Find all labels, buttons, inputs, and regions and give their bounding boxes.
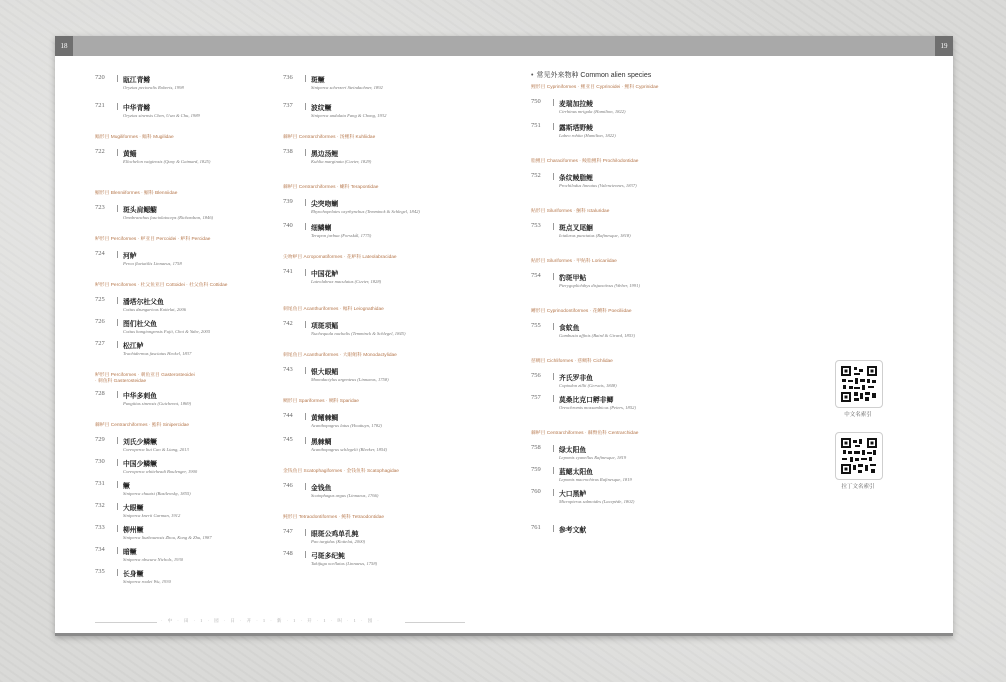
species-entry: 751 露斯塔野鲮 Labeo rohita (Hamilton, 1822): [531, 122, 616, 138]
species-entry: 738 黑边汤鲤 Kuhlia marginata (Cuvier, 1829): [283, 148, 372, 164]
taxon-heading: 鲤形目 Cypriniformes · 鲤亚目 Cyprinoidei · 鲤科 Cyprinidae: [531, 85, 659, 90]
taxon-heading: 慈鲷目 Cichliformes · 慈鲷科 Cichlidae: [531, 359, 613, 364]
species-entry: 752 条纹鲮脂鲤 Prochilodus lineatus (Valenciennes, 1837): [531, 172, 637, 188]
header-bar: [55, 36, 953, 56]
species-entry: 727 松江鲈 Trachidermus fasciatus Heckel, 1837: [95, 340, 192, 356]
species-entry: 720 瓯江青鳉 Oryzias pectoralis Roberts, 1998: [95, 74, 184, 90]
taxon-heading: 鲈形目 Perciformes · 刺鱼亚目 Gasterosteoidei: [95, 373, 195, 378]
species-entry: 723 斑头肩鳃鳚 Omobranchus fasciolatoceps (Richardson, 1846): [95, 204, 214, 220]
taxon-heading: 鲀形目 Tetraodontiformes · 鲀科 Tetraodontidae: [283, 515, 385, 520]
species-entry: 728 中华多刺鱼 Pungitius sinensis (Guichenot, 1869): [95, 390, 192, 406]
species-entry: 725 潘塔尔杜父鱼 Cottus dzungaricus Kottelat, 2006: [95, 296, 187, 312]
taxon-heading: 鲈形目 Perciformes · 杜父鱼亚目 Cottoidei · 杜父鱼科 Cottidae: [95, 283, 228, 288]
species-entry: 739 尖突吻蝲 Rhynchopelates oxyrhynchus (Temminck & Schlegel, 1842): [283, 198, 420, 214]
taxon-heading: 脂鲤目 Characiformes · 鲮脂鲤科 Prochilodontidae: [531, 159, 639, 164]
species-entry: 745 黑棘鲷 Acanthopagrus schlegelii (Bleeker, 1854): [283, 436, 388, 452]
species-entry: 755 食蚊鱼 Gambusia affinis (Baird & Girard, 1853): [531, 322, 635, 338]
taxon-heading: 鲷形目 Spariformes · 鲷科 Sparidae: [283, 399, 359, 404]
species-entry: 758 绿太阳鱼 Lepomis cyanellus Rafinesque, 1819: [531, 444, 627, 460]
species-entry: 734 暗鳜 Siniperca obscura Nichols, 1930: [95, 546, 184, 562]
taxon-heading: 棘鲈目 Centrarchiformes · 鮨科 Sinipercidae: [95, 423, 190, 428]
species-entry: 748 弓斑多纪鲀 Takifugu ocellatus (Linnaeus, 1758): [283, 550, 378, 566]
taxon-heading: 刺尾鱼目 Acanthuriformes · 鲾科 Leiognathidae: [283, 307, 384, 312]
species-entry: 726 图们杜父鱼 Cottus hangiongensis Fujii, Choi & Yabe, 2005: [95, 318, 211, 334]
species-entry: 756 齐氏罗非鱼 Coptodon zillii (Gervais, 1848): [531, 372, 617, 388]
taxon-heading: 鳚形目 Blenniiformes · 鳚科 Blenniidae: [95, 191, 178, 196]
species-entry: 760 大口黑鲈 Micropterus salmoides (Lacepède, 1802): [531, 488, 635, 504]
taxon-heading: 鲇形目 Siluriformes · 甲鲇科 Loricariidae: [531, 259, 617, 264]
taxon-heading: 棘鲈目 Centrarchiformes · 蝲科 Terapontidae: [283, 185, 379, 190]
species-entry: 743 银大眼鲳 Monodactylus argenteus (Linnaeus, 1758): [283, 366, 389, 382]
references-entry[interactable]: 761 参考文献: [531, 524, 587, 534]
qr-caption-latin-index: 拉丁文名索引: [841, 484, 875, 490]
book-spread: [55, 36, 953, 636]
species-entry: 732 大眼鳜 Siniperca knerii Garman, 1912: [95, 502, 181, 518]
column-1: [95, 74, 305, 590]
qr-caption-chinese-index: 中文名索引: [844, 412, 872, 418]
species-entry: 744 黄鳍棘鲷 Acanthopagrus latus (Houttuyn, 1782): [283, 412, 382, 428]
species-entry: 746 金钱鱼 Scatophagus argus (Linnaeus, 1766): [283, 482, 379, 498]
species-entry: 733 柳州鳜 Siniperca liuzhouensis Zhou, Kong & Zhu, 1987: [95, 524, 212, 540]
species-entry: 747 眼斑公鸡单孔鲀 Pao turgidus (Kottelat, 2000): [283, 528, 366, 544]
species-entry: 737 波纹鳜 Siniperca undulata Fang & Chong, 1932: [283, 102, 387, 118]
species-entry: 742 项斑项鲾 Nuchequula nuchalis (Temminck & Schlegel, 1845): [283, 320, 406, 336]
taxon-heading: 金钱鱼目 Scatophagiformes · 金钱鱼科 Scatophagidae: [283, 469, 399, 474]
page-number-left: 18: [55, 36, 73, 56]
page-number-right: 19: [935, 36, 953, 56]
species-entry: 731 鳜 Siniperca chuatsi (Basilewsky, 1855): [95, 480, 191, 496]
section-title: • 常见外来物种 Common alien species: [531, 72, 652, 79]
species-entry: 741 中国花鲈 Lateolabrax maculatus (Cuvier, 1828): [283, 268, 382, 284]
qr-code-latin-index[interactable]: [835, 432, 883, 480]
taxon-heading: 棘鲈目 Centrarchiformes · 棘臀鱼科 Centrarchidae: [531, 431, 639, 436]
species-entry: 721 中华青鳉 Oryzias sinensis Chen, Uwa & Chu, 1989: [95, 102, 200, 118]
taxon-heading: 刺尾鱼目 Acanthuriformes · 大眼鲳科 Monodactylidae: [283, 353, 397, 358]
species-entry: 730 中国少鳞鳜 Coreoperca whiteheadi Boulenger, 1900: [95, 458, 198, 474]
species-entry: 735 长身鳜 Siniperca roulei Wu, 1930: [95, 568, 171, 584]
taxon-heading: · 刺鱼科 Gasterosteidae: [95, 379, 147, 384]
taxon-heading: 尖吻鲈目 Acropomatiformes · 花鲈科 Lateolabracidae: [283, 255, 397, 260]
species-entry: 757 莫桑比克口孵非鲫 Oreochromis mossambicus (Peters, 1852): [531, 394, 636, 410]
species-entry: 754 豹斑甲鲇 Pterygoplichthys disjunctivus (Weber, 1991): [531, 272, 640, 288]
taxon-heading: 棘鲈目 Centrarchiformes · 汤鲤科 Kuhliidae: [283, 135, 376, 140]
qr-code-icon: [840, 365, 878, 403]
species-entry: 759 蓝鳃太阳鱼 Lepomis macrochirus Rafinesque, 1819: [531, 466, 632, 482]
bottom-rule: [55, 633, 953, 636]
column-2: [283, 74, 483, 578]
footer-toc-strip: · 中 · 田 · 1 · 园 · 日 · 开 · 1 · 新 · 1 · 开 · 1 · 叫 · 1 · 园 ·: [95, 618, 465, 626]
species-entry: 729 刘氏少鳞鳜 Coreoperca liui Cao & Liang, 2013: [95, 436, 189, 452]
qr-code-icon: [840, 437, 878, 475]
species-entry: 750 麦瑞加拉鲮 Cirrhinus mrigala (Hamilton, 1822): [531, 98, 626, 114]
species-entry: 740 细鳞蝲 Terapon jarbua (Forsskål, 1775): [283, 222, 372, 238]
species-entry: 736 斑鳜 Siniperca scherzeri Steindachner, 1892: [283, 74, 383, 90]
qr-code-chinese-index[interactable]: [835, 360, 883, 408]
species-entry: 724 河鲈 Perca fluviatilis Linnaeus, 1758: [95, 250, 182, 266]
species-entry: 722 黄鲻 Ellochelon vaigiensis (Quoy & Gaimard, 1825): [95, 148, 211, 164]
column-3: [531, 70, 791, 538]
taxon-heading: 鲈形目 Perciformes · 鲈亚目 Percoidei · 鲈科 Percidae: [95, 237, 211, 242]
species-entry: 753 斑点叉尾鮰 Ictalurus punctatus (Rafinesque, 1818): [531, 222, 631, 238]
taxon-heading: 鳉形目 Cyprinodontiformes · 花鳉科 Poeciliidae: [531, 309, 632, 314]
taxon-heading: 鲇形目 Siluriformes · 鮰科 Ictaluridae: [531, 209, 610, 214]
taxon-heading: 鲻形目 Mugiliformes · 鲻科 Mugilidae: [95, 135, 174, 140]
